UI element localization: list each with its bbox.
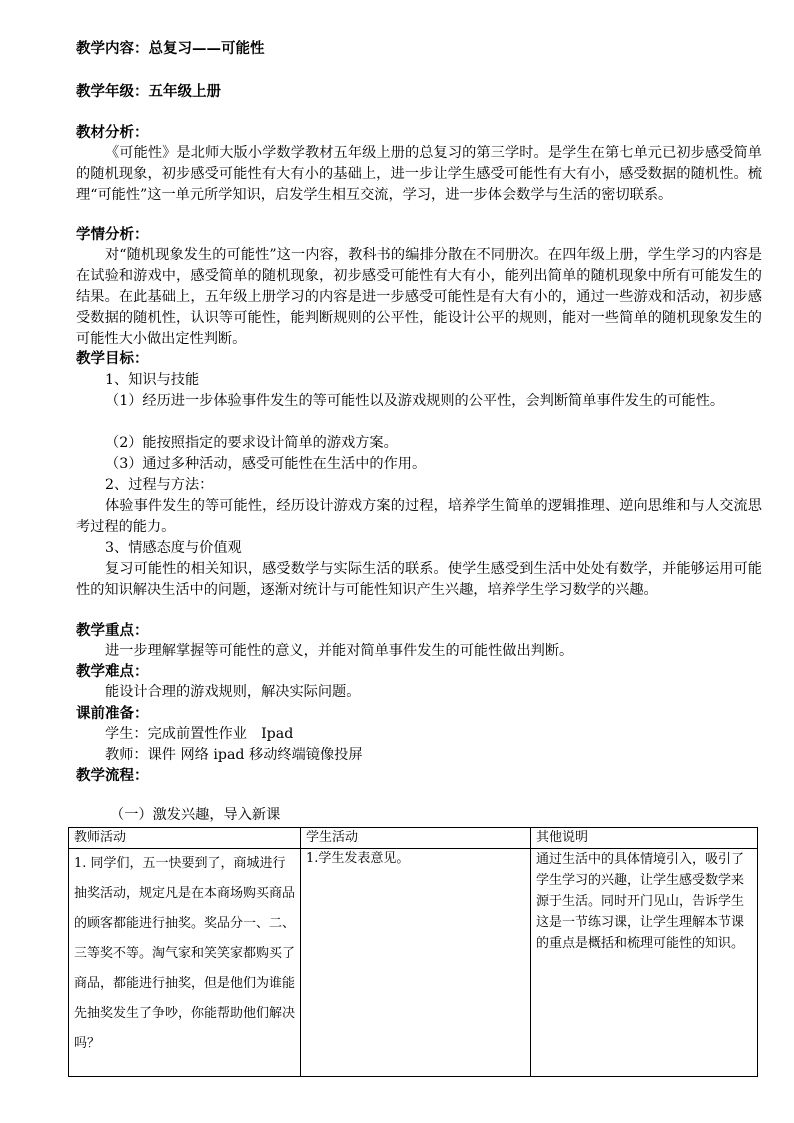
preparation-teacher: 教师：课件 网络 ipad 移动终端镜像投屏 <box>105 747 363 763</box>
section-one-title: （一）激发兴趣，导入新课 <box>110 807 281 823</box>
textbook-analysis-text: 《可能性》是北师大版小学数学教材五年级上册的总复习的第三学时。是学生在第七单元已初步感受简单的随机现象，初步感受可能性有大有小的基础上，进一步让学生感受可能性有大有小，感受数据的随机性。梳理“可能性”这一单元所学知识，启发学生相互交流，学习，进一步体会数学与生活的密切联系。 <box>76 145 762 203</box>
preparation-student: 学生：完成前置性作业 Ipad <box>105 726 294 742</box>
difficulty-text: 能设计合理的游戏规则，解决实际问题。 <box>105 684 361 700</box>
table-header-row <box>69 828 758 849</box>
difficulty-heading: 教学难点： <box>76 663 149 680</box>
teaching-goals-heading: 教学目标： <box>76 350 149 367</box>
process-method-title: 2、过程与方法： <box>105 477 214 493</box>
teacher-activity-cell: 1. 同学们，五一快要到了，商城进行抽奖活动，规定凡是在本商场购买商品的顾客都能进行抽奖。奖品分一、二、三等奖不等。淘气家和笑笑家都购买了商品，都能进行抽奖，但是他们为谁能先抽奖发生了争吵，你能帮助他们解决吗？ <box>69 849 301 1077</box>
teaching-process-heading: 教学流程： <box>76 767 149 784</box>
student-analysis-heading: 学情分析： <box>76 226 149 243</box>
goal-item-3: （3）通过多种活动，感受可能性在生活中的作用。 <box>105 456 427 472</box>
preparation-heading: 课前准备： <box>76 705 149 722</box>
lesson-grade: 教学年级：五年级上册 <box>76 83 221 100</box>
emotion-values-text: 复习可能性的相关知识，感受数学与实际生活的联系。使学生感受到生活中处处有数学，并能够运用可能性的知识解决生活中的问题，逐渐对统计与可能性知识产生兴趣，培养学生学习数学的兴趣。 <box>76 561 762 598</box>
key-point-heading: 教学重点： <box>76 622 149 639</box>
process-method-text: 体验事件发生的等可能性，经历设计游戏方案的过程，培养学生简单的逻辑推理、逆向思维和与人交流思考过程的能力。 <box>76 498 762 535</box>
knowledge-skills-title: 1、知识与技能 <box>105 372 200 388</box>
lesson-content-title: 教学内容：总复习——可能性 <box>76 40 265 57</box>
table-row <box>69 849 758 1077</box>
key-point-text: 进一步理解掌握等可能性的意义，并能对简单事件发生的可能性做出判断。 <box>105 643 574 659</box>
table-header-student: 学生活动 <box>301 828 531 849</box>
student-activity-cell: 1.学生发表意见。 <box>301 849 531 1077</box>
notes-cell: 通过生活中的具体情境引入，吸引了学生学习的兴趣，让学生感受数学来源于生活。同时开门见山，告诉学生这是一节练习课，让学生理解本节课的重点是概括和梳理可能性的知识。 <box>531 849 758 1077</box>
table-header-teacher: 教师活动 <box>69 828 301 849</box>
teaching-flow-table <box>68 827 758 1077</box>
textbook-analysis-heading: 教材分析： <box>76 124 149 141</box>
table-header-notes: 其他说明 <box>531 828 758 849</box>
emotion-values-title: 3、情感态度与价值观 <box>105 540 242 556</box>
goal-item-1: （1）经历进一步体验事件发生的等可能性以及游戏规则的公平性，会判断简单事件发生的可能性。 <box>105 393 725 409</box>
goal-item-2: （2）能按照指定的要求设计简单的游戏方案。 <box>105 435 398 451</box>
student-analysis-text: 对“随机现象发生的可能性”这一内容，教科书的编排分散在不同册次。在四年级上册，学生学习的内容是在试验和游戏中，感受简单的随机现象，初步感受可能性有大有小，能列出简单的随机现象中所有可能发生的结果。在此基础上，五年级上册学习的内容是进一步感受可能性是有大有小的，通过一些游戏和活动，初步感受数据的随机性，认识等可能性，能判断规则的公平性，能设计公平的规则，能对一些简单的随机现象发生的可能性大小做出定性判断。 <box>76 247 762 347</box>
